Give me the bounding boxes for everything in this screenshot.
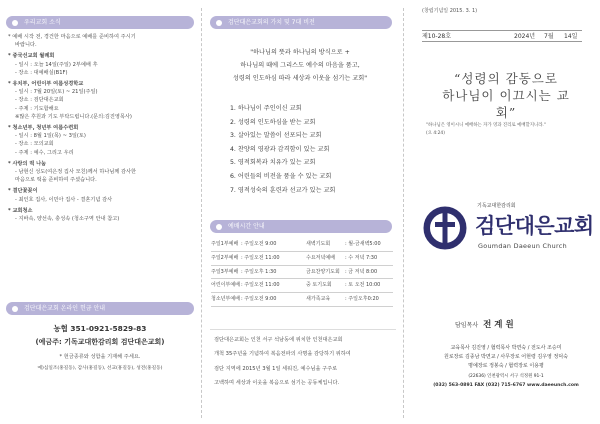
offering-example: 예)십일조(홍길동), 감사(홍길동), 선교(홍길동), 성전(홍길동) <box>37 366 163 371</box>
schedule-cell: 새벽기도회 <box>306 241 331 247</box>
issue-day: 14일 <box>564 33 578 40</box>
church-emblem-icon <box>420 200 470 260</box>
schedule-cell: : 금 저녁 8:00 <box>345 268 378 275</box>
schedule-cell: : 수 저녁 7:30 <box>345 254 378 261</box>
bullet-icon <box>12 20 18 26</box>
verse-text: "하나님은 영이시니 예배하는 자가 영과 진리로 예배할지니라." <box>426 123 546 128</box>
news-list <box>8 33 198 223</box>
schedule-cell: 주일2부예배 <box>211 254 239 261</box>
schedule-cell: 주일1부예배 <box>211 241 239 247</box>
fold-line-right <box>403 8 404 418</box>
schedule-cell: : 월-금새벽5:00 <box>345 241 381 247</box>
schedule-cell: : 주일오후0:20 <box>345 296 379 303</box>
schedule-cell: : 주일오전 9:00 <box>241 241 277 247</box>
minister-line: 명예장로 정봉숙 / 협력장로 이용평 <box>468 363 544 370</box>
values-list <box>230 102 335 197</box>
news-line: 마음으로 떡을 준비하여 주셨습니다. <box>15 177 97 184</box>
issue-month: 7월 <box>544 33 554 40</box>
news-line: - 지바속, 양선속, 충성속 (청소구역 안내 참고) <box>15 216 120 223</box>
offering-account: 농협 351-0921-5829-83 <box>53 324 147 333</box>
schedule-row <box>211 293 393 307</box>
schedule-cell: 청소년부예배 <box>211 296 240 303</box>
news-line: - 남현신 성도(여은정 집사 모친)께서 하나님께 감사한 <box>15 169 137 176</box>
news-line: * 교회청소 <box>8 207 33 214</box>
church-slogan <box>436 70 576 121</box>
value-item: 5. 영적회복과 치유가 있는 교회 <box>230 159 316 167</box>
schedule-row <box>211 238 393 252</box>
issue-year: 2024년 <box>514 33 536 40</box>
schedule-header-label: 예배시간 안내 <box>228 223 265 230</box>
pastor-line <box>455 318 514 330</box>
news-header <box>6 16 194 29</box>
news-line: * 결단꽃꽂이 <box>8 188 38 195</box>
founding-date: (창립기념일 2015. 3. 1) <box>422 8 478 14</box>
issue-number: 제10-28호 <box>422 33 452 40</box>
minister-line: 원로장로 김종남 박면교 / 사무장로 어현령 김우영 정덕숙 <box>444 354 568 361</box>
vision-statement <box>210 46 390 85</box>
schedule-cell: 주일3부예배 <box>211 268 239 275</box>
bullet-icon <box>216 224 222 230</box>
news-line: - 장소 : 모의교회 <box>15 141 54 148</box>
intro-line: 검단대은교회는 인천 서구 석남동에 위치한 인천대은교회 <box>214 337 343 343</box>
schedule-cell: 새가족교육 <box>306 296 331 303</box>
vision-line: "하나님의 뜻과 하나님의 방식으로 + <box>250 49 350 56</box>
schedule-cell: : 주일오전 11:00 <box>241 254 280 261</box>
church-name-english: Goumdan Daeeun Church <box>478 242 567 250</box>
intro-line: 고백하며 세상과 이웃을 복음으로 섬기는 공동체입니다. <box>214 380 340 387</box>
minister-line: (032) 563-0891 FAX (032) 715-6767 www.daeeunch.com <box>433 382 579 388</box>
news-line: - 장소 : 대예배실(B1F) <box>15 69 68 76</box>
news-line: * 예배 시작 전, 경건한 마음으로 예배를 준비하여 주시기 <box>8 34 136 40</box>
schedule-cell: : 주일오전 11:00 <box>241 282 280 289</box>
intro-line: 개척 35주년을 기념하여 복음전파의 사명을 감당하기 위하여 <box>214 351 351 358</box>
news-line: - 일시 : 7월 20일(토) ~ 21일(주일) <box>15 89 98 96</box>
vision-header <box>210 16 392 29</box>
fold-line-left <box>201 8 202 418</box>
offering-header <box>6 302 194 315</box>
value-item: 2. 성령의 인도하심을 받는 교회 <box>230 118 316 126</box>
vision-line: 성령의 인도하심 따라 세상과 이웃을 섬기는 교회" <box>232 75 368 82</box>
value-item: 1. 하나님이 주인이신 교회 <box>230 105 302 112</box>
value-item: 4. 찬양의 영광과 감격함이 있는 교회 <box>230 145 330 153</box>
news-line: - 최인호 집사, 이민아 집사 - 결혼기념 감사 <box>15 196 113 203</box>
news-line: * 유치부, 어린이부 여름성경학교 <box>8 81 84 88</box>
news-line: * 중국선교회 월례회 <box>8 53 55 60</box>
schedule-row <box>211 266 393 280</box>
bullet-icon <box>216 20 222 26</box>
vision-line: 하나님의 때에 그리스도 예수의 마음을 품고, <box>240 62 360 69</box>
offering-holder: (예금주: 기독교대한감리회 검단대은교회) <box>35 338 165 346</box>
schedule-header <box>210 220 392 233</box>
ministers-list <box>420 344 592 390</box>
minister-line: (22636) 인천광역시 서구 석정원 91-1 <box>468 373 544 379</box>
value-item: 6. 어린들의 비전을 품을 수 있는 교회 <box>230 172 332 180</box>
scripture-verse <box>426 122 546 138</box>
offering-note: * 헌금종류와 성함을 기재해 주세요. <box>59 354 141 360</box>
news-line: - 장소 : 검단대은교회 <box>15 97 64 104</box>
schedule-cell: 중 토기도회 <box>306 282 332 289</box>
church-name: 검단대은교회 <box>475 214 594 238</box>
news-line: * 사랑의 떡 나눔 <box>8 160 47 167</box>
schedule-cell: 어린이부예배 <box>211 282 240 289</box>
minister-line: 교육목사 김진영 / 협력목사 박면숙 / 전도사 조승미 <box>450 345 562 351</box>
church-introduction <box>214 333 396 391</box>
verse-reference: (요 4:24) <box>426 131 445 136</box>
schedule-row <box>211 252 393 266</box>
slogan-line-2: 하나님이 이끄시는 교회” <box>442 88 570 120</box>
schedule-row <box>211 279 393 293</box>
offering-header-label: 검단대은교회 온라인 헌금 안내 <box>24 305 106 312</box>
news-line: - 주제 : 기도합해요 <box>15 105 59 112</box>
schedule-cell: : 토 오전 10:00 <box>345 282 381 289</box>
slogan-line-1: “성령의 감동으로 <box>454 71 558 86</box>
intro-line: 검단 지역에 2015년 3월 1일 세워진, 예수님을 구주로 <box>214 365 338 372</box>
church-logo <box>420 198 594 258</box>
value-item: 3. 살아있는 말씀이 선포되는 교회 <box>230 132 322 140</box>
schedule-cell: : 주일오전 9:00 <box>241 296 277 303</box>
pastor-label: 담임목사 <box>455 322 479 329</box>
news-line: - 일시 : 오늘 14일(주일) 2부예배 후 <box>15 61 98 68</box>
pastor-name: 전 계 원 <box>483 320 514 330</box>
news-line: * 청소년부, 청년부 여름수련회 <box>8 125 79 132</box>
news-line: ※많은 후원과 기도 부탁드립니다.(문의:김진영목사) <box>15 113 132 120</box>
news-header-label: 우리교회 소식 <box>24 19 61 26</box>
bullet-icon <box>12 306 18 312</box>
schedule-cell: 금요찬양기도회 <box>306 268 340 275</box>
news-line: - 일시 : 8월 1일(목) ~ 3일(토) <box>15 133 86 140</box>
schedule-cell: 수요저녁예배 <box>306 254 335 261</box>
news-line: - 주제 : 예수, 그리고 우리 <box>15 149 74 156</box>
schedule-table <box>211 238 393 307</box>
news-line: 바랍니다. <box>15 42 37 49</box>
schedule-cell: : 주일오후 1:30 <box>241 268 277 275</box>
issue-bar <box>422 30 582 42</box>
vision-header-label: 검단대은교회의 가치 및 7대 비전 <box>228 19 315 26</box>
value-item: 7. 영적성숙의 훈련과 선교가 있는 교회 <box>230 186 336 194</box>
denomination-name: 기독교대한감리회 <box>477 203 516 209</box>
